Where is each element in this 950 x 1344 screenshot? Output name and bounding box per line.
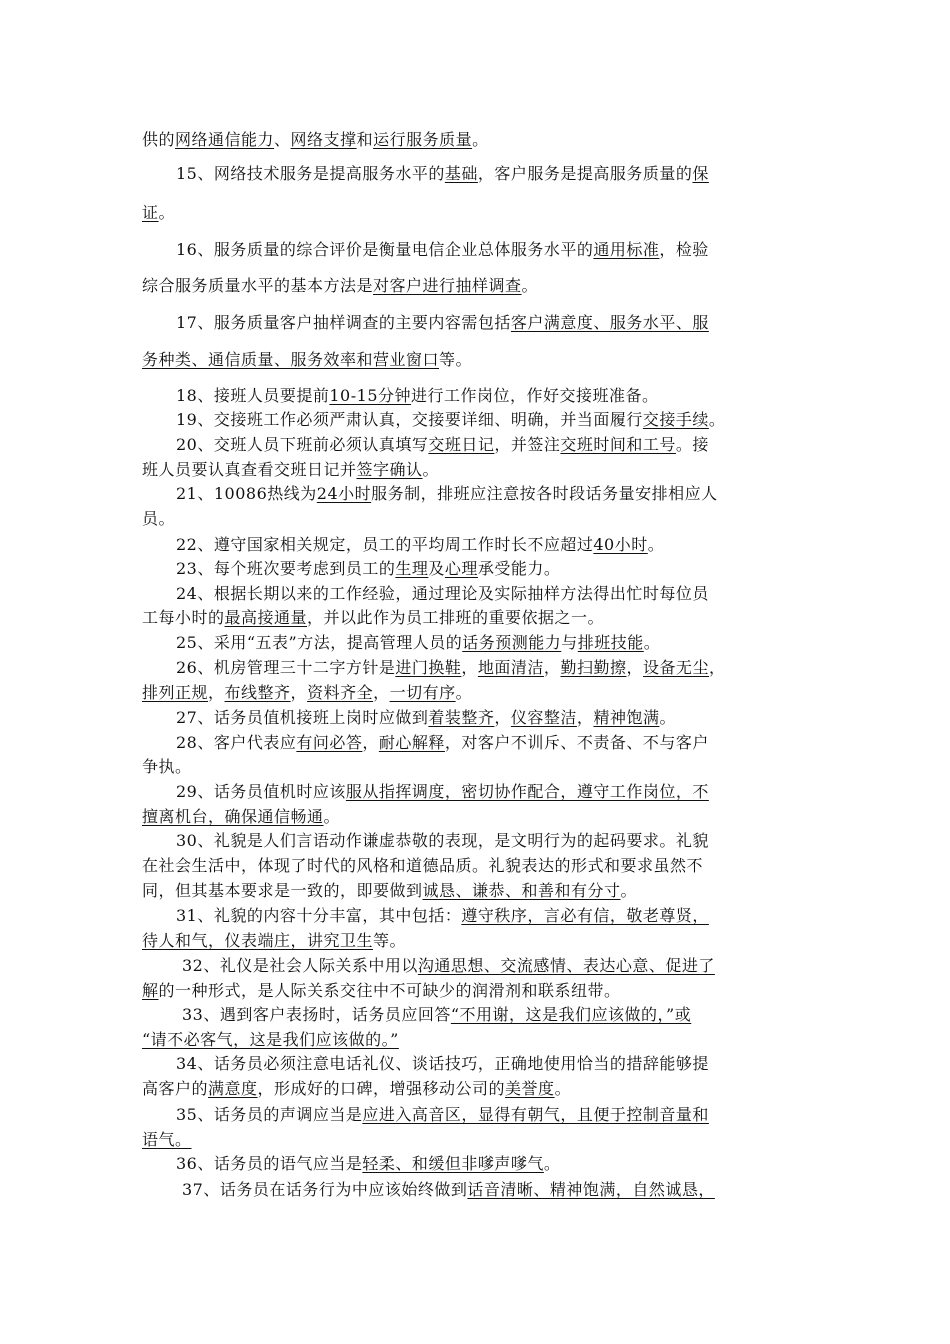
text-run: ，检验 [659, 240, 709, 259]
text-run: ，并以此作为员工排班的重要依据之一。 [307, 608, 605, 627]
text-run: 25、采用“五表”方法，提高管理人员的 [176, 633, 463, 652]
text-line [142, 275, 812, 297]
underlined-answer: 有问必答 [296, 733, 363, 752]
text-run: 。 [521, 276, 539, 295]
text-run: 的一种形式，是人际关系交往中不可缺少的润滑剂和联系纽带。 [158, 981, 621, 1000]
text-run: ， [373, 683, 390, 702]
text-run: 员。 [142, 509, 176, 528]
text-line [142, 558, 846, 580]
underlined-answer: 运行服务质量 [373, 130, 473, 149]
text-line [142, 1078, 812, 1100]
text-line [142, 385, 846, 407]
text-line [142, 756, 812, 778]
underlined-answer: 排班技能 [577, 633, 644, 652]
text-run: 。 [472, 130, 489, 149]
text-run: 承受能力。 [477, 559, 561, 578]
text-run: 16、服务质量的综合评价是衡量电信企业总体服务水平的 [176, 240, 594, 259]
text-run: ， [708, 658, 726, 677]
text-run: 等。 [439, 350, 473, 369]
underlined-answer: 勤扫勤擦 [560, 658, 627, 677]
text-line [142, 682, 812, 704]
text-line [142, 806, 812, 828]
text-run: 。 [158, 203, 176, 222]
underlined-answer: 40小时 [593, 535, 648, 554]
text-line [142, 1053, 846, 1075]
underlined-answer: 着装整齐 [428, 708, 495, 727]
text-run: 和 [356, 130, 374, 149]
text-line [142, 129, 812, 151]
text-line [142, 483, 846, 505]
text-run: 34、话务员必须注意电话礼仪、谈话技巧，正确地使用恰当的措辞能够提 [176, 1054, 709, 1073]
text-run: 。 [455, 683, 473, 702]
text-line [142, 855, 812, 877]
text-line [142, 508, 812, 530]
underlined-answer: 证 [142, 203, 159, 222]
text-line [142, 1153, 846, 1175]
text-run: 。 [323, 807, 341, 826]
text-line [142, 980, 812, 1002]
text-run: 。 [620, 881, 638, 900]
text-line [142, 732, 846, 754]
underlined-answer: 耐心解释 [378, 733, 445, 752]
text-run: ，对客户不训斥、不责备、不与客户 [444, 733, 709, 752]
underlined-answer: 应进入高音区，显得有朝气，且便于控制音量和 [362, 1105, 709, 1124]
text-run: 、 [274, 130, 291, 149]
underlined-answer: 布线整齐 [224, 683, 291, 702]
underlined-answer: 仪容整洁 [510, 708, 577, 727]
text-run: 。 [554, 1079, 572, 1098]
underlined-answer: 资料齐全 [307, 683, 374, 702]
text-run: 供的 [142, 130, 176, 149]
text-run: 进行工作岗位，作好交接班准备。 [411, 386, 659, 405]
text-run: 班人员要认真查看交班日记并 [142, 460, 357, 479]
text-run: 18、接班人员要提前 [176, 386, 330, 405]
text-line [142, 459, 812, 481]
text-run: 。 [543, 1154, 561, 1173]
text-line [142, 930, 812, 952]
underlined-answer: 务种类、通信质量、服务效率和营业窗口 [142, 350, 440, 369]
text-run: 。 [708, 410, 726, 429]
underlined-answer: 24小时 [316, 484, 372, 503]
underlined-answer: “不用谢，这是我们应该做的，”或 [450, 1005, 692, 1024]
text-line [142, 583, 846, 605]
text-run: 。 [659, 708, 676, 727]
underlined-answer: 话务预测能力 [462, 633, 562, 652]
underlined-answer: 网络通信能力 [175, 130, 275, 149]
underlined-answer: 诚恳、谦恭、和善和有分寸 [422, 881, 621, 900]
text-run: ， [208, 683, 225, 702]
underlined-answer: 对客户进行抽样调查 [373, 276, 522, 295]
text-run: 21、10086热线为 [176, 484, 317, 503]
text-line [142, 607, 812, 629]
text-run: ， [626, 658, 643, 677]
underlined-answer: 满意度 [208, 1079, 258, 1098]
text-line [142, 830, 846, 852]
underlined-answer: 保 [692, 164, 709, 183]
text-run: 及 [428, 559, 445, 578]
text-line [142, 905, 846, 927]
text-run: 23、每个班次要考虑到员工的 [176, 559, 396, 578]
text-run: ，并签注 [494, 435, 561, 454]
underlined-answer: 服从指挥调度，密切协作配合，遵守工作岗位，不 [345, 782, 709, 801]
text-run: ， [362, 733, 379, 752]
text-run: 20、交班人员下班前必须认真填写 [176, 435, 429, 454]
text-run: 36、话务员的语气应当是 [176, 1154, 363, 1173]
underlined-answer: 网络支撑 [290, 130, 357, 149]
text-run: 28、客户代表应 [176, 733, 297, 752]
text-run: 33、遇到客户表扬时，话务员应回答 [182, 1005, 451, 1024]
text-line [142, 955, 852, 977]
underlined-answer: 排列正规 [142, 683, 209, 702]
text-run: ，形成好的口碑，增强移动公司的 [257, 1079, 506, 1098]
text-run: 工每小时的 [142, 608, 225, 627]
underlined-answer: 美誉度 [505, 1079, 555, 1098]
text-line [142, 434, 846, 456]
text-run: ， [543, 658, 561, 677]
text-line [142, 1029, 812, 1051]
underlined-answer: 进门换鞋 [395, 658, 462, 677]
underlined-answer: 交接手续 [642, 410, 709, 429]
underlined-answer: “请不必客气，这是我们应该做的。” [142, 1030, 399, 1049]
text-run: 在社会生活中，体现了时代的风格和道德品质。礼貌表达的形式和要求虽然不 [142, 856, 704, 875]
underlined-answer: 交班日记 [428, 435, 495, 454]
underlined-answer: 地面清洁 [477, 658, 544, 677]
text-line [142, 163, 846, 185]
text-run: 。 [643, 633, 661, 652]
text-line [142, 632, 846, 654]
text-run: 37、话务员在话务行为中应该始终做到 [182, 1180, 468, 1199]
text-run: 30、礼貌是人们言语动作谦虚恭敬的表现，是文明行为的起码要求。礼貌 [176, 831, 709, 850]
text-line [142, 1004, 852, 1026]
underlined-answer: 待人和气，仪表端庄，讲究卫生 [142, 931, 374, 950]
text-run: 26、机房管理三十二字方针是 [176, 658, 396, 677]
text-line [142, 880, 812, 902]
underlined-answer: 客户满意度、服务水平、服 [510, 313, 709, 332]
underlined-answer: 基础 [444, 164, 478, 183]
underlined-answer: 语气。 [142, 1130, 192, 1149]
text-run: ，客户服务是提高服务质量的 [477, 164, 693, 183]
text-run: 15、网络技术服务是提高服务水平的 [176, 164, 445, 183]
text-run: 高客户的 [142, 1079, 209, 1098]
underlined-answer: 签字确认 [356, 460, 423, 479]
text-run: 与 [561, 633, 578, 652]
text-line [142, 534, 846, 556]
text-line [142, 707, 846, 729]
text-run: ， [461, 658, 478, 677]
text-run: ， [290, 683, 308, 702]
text-run: 27、话务员值机接班上岗时应做到 [176, 708, 429, 727]
underlined-answer: 生理 [395, 559, 429, 578]
text-run: 等。 [373, 931, 407, 950]
text-run: 24、根据长期以来的工作经验，通过理论及实际抽样方法得出忙时每位员 [176, 584, 709, 603]
text-line [142, 781, 846, 803]
text-run: 。接 [675, 435, 709, 454]
underlined-answer: 一切有序 [389, 683, 456, 702]
text-run: ， [494, 708, 511, 727]
underlined-answer: 精神饱满 [593, 708, 660, 727]
underlined-answer: 沟通思想、交流感情、表达心意、促进了 [417, 956, 715, 975]
text-run: 服务制，排班应注意按各时段话务量安排相应人 [371, 484, 718, 503]
underlined-answer: 心理 [444, 559, 478, 578]
text-line [142, 312, 846, 334]
underlined-answer: 最高接通量 [224, 608, 308, 627]
underlined-answer: 设备无尘 [642, 658, 709, 677]
text-run: 35、话务员的声调应当是 [176, 1105, 363, 1124]
text-run: 争执。 [142, 757, 192, 776]
text-run: 32、礼仪是社会人际关系中用以 [182, 956, 418, 975]
text-line [142, 1104, 846, 1126]
underlined-answer: 擅离机台，确保通信畅通 [142, 807, 324, 826]
text-run: 22、遵守国家相关规定，员工的平均周工作时长不应超过 [176, 535, 594, 554]
text-line [142, 1179, 852, 1201]
text-run: 综合服务质量水平的基本方法是 [142, 276, 374, 295]
text-line [142, 409, 846, 431]
underlined-answer: 10-15分钟 [329, 386, 412, 405]
text-run: 29、话务员值机时应该 [176, 782, 346, 801]
text-line [142, 1129, 812, 1151]
underlined-answer: 交班时间和工号 [560, 435, 676, 454]
text-line [142, 657, 846, 679]
text-line [142, 239, 846, 261]
text-run: 。 [422, 460, 440, 479]
underlined-answer: 话音清晰、精神饱满，自然诚恳， [467, 1180, 715, 1199]
underlined-answer: 解 [142, 981, 159, 1000]
underlined-answer: 遵守秩序，言必有信，敬老尊贤， [461, 906, 709, 925]
text-run: 31、礼貌的内容十分丰富，其中包括： [176, 906, 462, 925]
underlined-answer: 轻柔、和缓但非嗲声嗲气 [362, 1154, 544, 1173]
text-line [142, 202, 812, 224]
text-run: 17、服务质量客户抽样调查的主要内容需包括 [176, 313, 511, 332]
text-run: 同，但其基本要求是一致的，即要做到 [142, 881, 423, 900]
text-run: 19、交接班工作必须严肃认真，交接要详细、明确，并当面履行 [176, 410, 643, 429]
underlined-answer: 通用标准 [593, 240, 660, 259]
text-run: ， [576, 708, 594, 727]
text-line [142, 349, 812, 371]
text-run: 。 [647, 535, 665, 554]
